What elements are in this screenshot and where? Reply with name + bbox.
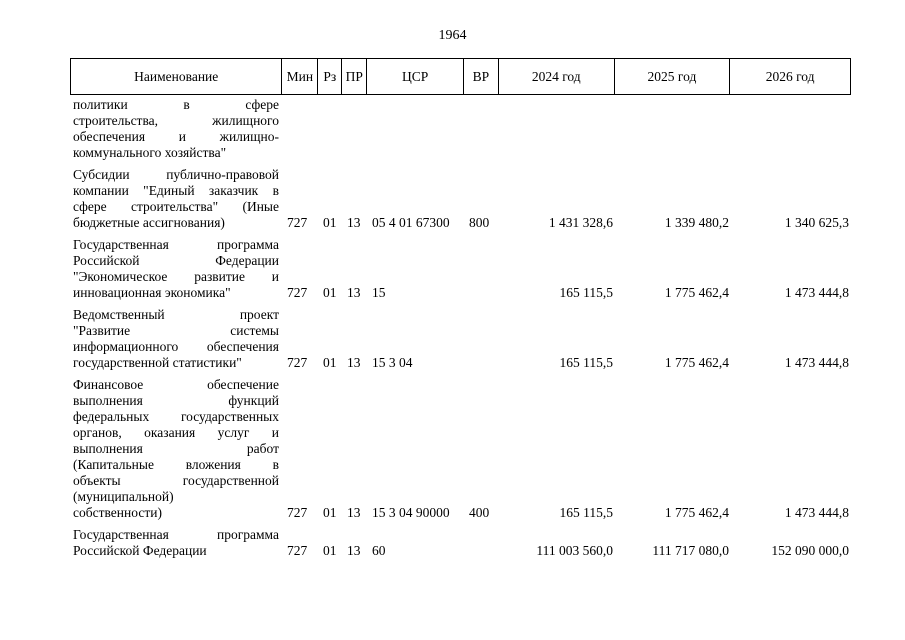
cell-pr: 13 (347, 285, 361, 300)
cell-min: 727 (287, 285, 308, 300)
header-2026: 2026 год (765, 68, 815, 84)
name-line: органов, оказания услуг и (73, 425, 279, 440)
name-line: строительства, жилищного (73, 113, 279, 128)
cell-2026: 1 473 444,8 (784, 505, 849, 520)
header-2025: 2025 год (615, 59, 731, 94)
header-vr: ВР (464, 59, 499, 94)
header-rz: Рз (318, 59, 342, 94)
name-line: собственности) (73, 505, 162, 520)
table-body (70, 97, 851, 565)
cell-min: 727 (287, 215, 308, 230)
name-line: Российской Федерации (73, 543, 207, 558)
cell-rz: 01 (323, 543, 337, 558)
cell-rz: 01 (323, 215, 337, 230)
cell-2025: 111 717 080,0 (652, 543, 729, 558)
table-row (70, 527, 851, 559)
cell-2024: 111 003 560,0 (536, 543, 613, 558)
page-number: 1964 (438, 28, 467, 43)
cell-min: 727 (287, 355, 308, 370)
name-line: Ведомственный проект (73, 307, 279, 322)
header-pr: ПР (342, 59, 367, 94)
cell-name (70, 237, 282, 301)
cell-rz: 01 (323, 355, 337, 370)
name-line: Финансовое обеспечение (73, 377, 279, 392)
table-row (70, 237, 851, 301)
cell-min: 727 (287, 543, 308, 558)
cell-2025: 1 775 462,4 (664, 355, 729, 370)
cell-csr: 05 4 01 67300 (372, 215, 450, 230)
cell-2026: 152 090 000,0 (771, 543, 849, 558)
header-2024: 2024 год (499, 59, 615, 94)
name-line: сфере строительства" (Иные (73, 199, 279, 214)
cell-vr: 400 (469, 505, 490, 520)
cell-2024: 165 115,5 (559, 285, 613, 300)
table-row (70, 307, 851, 371)
name-line: (Капитальные вложения в (73, 457, 279, 472)
cell-2026: 1 473 444,8 (784, 285, 849, 300)
header-name: Наименование (71, 59, 282, 94)
name-line: "Развитие системы (73, 323, 279, 338)
name-line: Государственная программа (73, 527, 279, 542)
cell-vr: 800 (469, 215, 490, 230)
cell-2025: 1 339 480,2 (664, 215, 729, 230)
cell-name (70, 167, 282, 231)
cell-name (70, 377, 282, 521)
cell-2024: 1 431 328,6 (548, 215, 613, 230)
name-line: инновационная экономика" (73, 285, 231, 300)
name-line: объекты государственной (73, 473, 279, 488)
cell-csr: 15 3 04 90000 (372, 505, 450, 520)
name-line: информационного обеспечения (73, 339, 279, 354)
cell-2025: 1 775 462,4 (664, 505, 729, 520)
cell-2024: 165 115,5 (559, 505, 613, 520)
cell-pr: 13 (347, 355, 361, 370)
header-min: Мин (282, 59, 318, 94)
name-line: Российской Федерации (73, 253, 279, 268)
name-line: выполнения функций (73, 393, 279, 408)
name-line: коммунального хозяйства" (73, 145, 227, 160)
cell-pr: 13 (347, 505, 361, 520)
cell-name (70, 97, 282, 161)
name-line: федеральных государственных (73, 409, 279, 424)
cell-pr: 13 (347, 215, 361, 230)
table-row (70, 97, 851, 161)
name-line: (муниципальной) (73, 489, 174, 504)
table-row (70, 167, 851, 231)
header-csr: ЦСР (367, 59, 464, 94)
cell-2025: 1 775 462,4 (664, 285, 729, 300)
cell-2026: 1 473 444,8 (784, 355, 849, 370)
cell-name (70, 527, 282, 559)
name-line: политики в сфере (73, 97, 279, 112)
name-line: компании "Единый заказчик в (73, 183, 279, 198)
cell-rz: 01 (323, 505, 337, 520)
name-line: Государственная программа (73, 237, 279, 252)
cell-2024: 165 115,5 (559, 355, 613, 370)
cell-pr: 13 (347, 543, 361, 558)
cell-csr: 15 (372, 285, 386, 300)
cell-csr: 15 3 04 (372, 355, 413, 370)
table-header (70, 58, 851, 95)
table-row (70, 377, 851, 521)
name-line: бюджетные ассигнования) (73, 215, 225, 230)
cell-min: 727 (287, 505, 308, 520)
cell-name (70, 307, 282, 371)
name-line: "Экономическое развитие и (73, 269, 279, 284)
name-line: обеспечения и жилищно- (73, 129, 279, 144)
cell-2026: 1 340 625,3 (784, 215, 849, 230)
name-line: выполнения работ (73, 441, 279, 456)
cell-rz: 01 (323, 285, 337, 300)
name-line: Субсидии публично-правовой (73, 167, 279, 182)
cell-csr: 60 (372, 543, 386, 558)
name-line: государственной статистики" (73, 355, 242, 370)
